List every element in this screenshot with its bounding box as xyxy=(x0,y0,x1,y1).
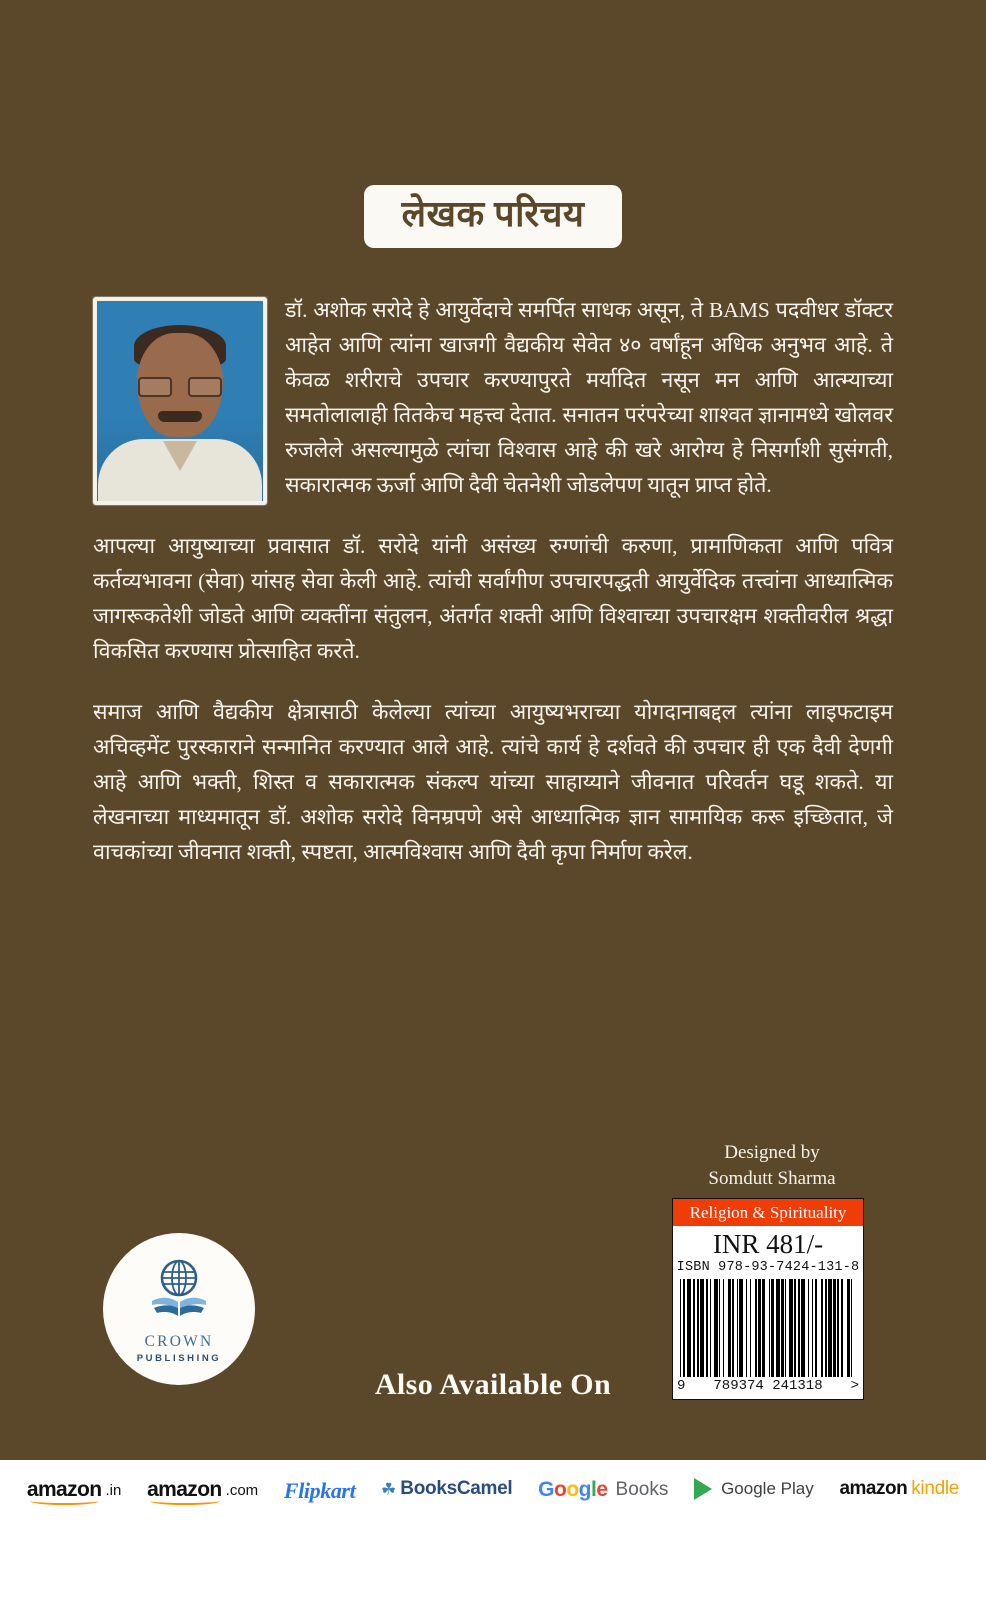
play-triangle-icon xyxy=(694,1478,712,1500)
google-books-label: Books xyxy=(615,1479,669,1500)
google-wordmark xyxy=(538,1478,607,1502)
heading-container xyxy=(0,185,986,248)
google-letter-g2: g xyxy=(578,1478,591,1501)
google-letter-e: e xyxy=(596,1478,608,1501)
google-letter-o1: o xyxy=(554,1478,567,1501)
author-photo xyxy=(93,297,267,505)
barcode-bars xyxy=(680,1279,856,1377)
price-label: INR 481/- xyxy=(712,1229,824,1259)
retailer-bookscamel[interactable] xyxy=(381,1478,512,1500)
globe-icon xyxy=(151,1258,207,1329)
flipkart-wordmark: Flipkart xyxy=(283,1478,356,1503)
designed-by-label: Designed by xyxy=(724,1142,820,1163)
author-bio-section xyxy=(93,293,893,870)
publisher-name: CROWN xyxy=(144,1333,214,1350)
retailer-amazon-com[interactable] xyxy=(147,1478,258,1502)
barcode-digit-left: 9 xyxy=(677,1378,686,1394)
bio-paragraph-2: आपल्या आयुष्याच्या प्रवासात डॉ. सरोदे यांनी असंख्य रुग्णांची करुणा, प्रामाणिकता आणि पवित्र कर्तव्यभावना (सेवा) यांसह सेवा केली आहे. त्यांची सर्वांगीण उपचारपद्धती आयुर्वेदिक तत्त्वांना आध्यात्मिक जागरूकतेशी जोडते आणि व्यक्तींना संतुलन, अंतर्गत शक्ती आणि विश्वाच्या उपचारक्षम शक्तीवरील श्रद्धा विकसित करण्यास प्रोत्साहित करते. xyxy=(93,534,893,663)
bio-paragraph-3: समाज आणि वैद्यकीय क्षेत्रासाठी केलेल्या त्यांच्या आयुष्यभराच्या योगदानाबद्दल त्यांना लाइफटाइम अचिव्हमेंट पुरस्काराने सन्मानित करण्यात आले आहे. त्यांचे कार्य हे दर्शवते की उपचार ही एक दैवी देणगी आहे आणि भक्ती, शिस्त व सकारात्मक संकल्प यांच्या साहाय्याने जीवनात परिवर्तन घडू शकते. या लेखनाच्या माध्यमातून डॉ. अशोक सरोदे विनम्रपणे असे आध्यात्मिक ज्ञान सामायिक करू इच्छितात, जे वाचकांच्या जीवनात शक्ती, स्पष्टता, आत्मविश्वास आणि दैवी कृपा निर्माण करेल. xyxy=(93,700,893,864)
amazon-in-tld: .in xyxy=(105,1481,122,1499)
publisher-logo xyxy=(103,1233,255,1385)
camel-icon: ☘ xyxy=(381,1479,397,1499)
barcode-digit-center: 789374 241318 xyxy=(713,1378,823,1394)
retailer-amazon-in[interactable] xyxy=(27,1478,121,1502)
portrait-glasses xyxy=(138,377,222,393)
page-title: लेखक परिचय xyxy=(401,194,585,234)
retailer-google-books[interactable] xyxy=(538,1478,668,1502)
google-letter-o2: o xyxy=(566,1478,579,1501)
also-available-heading: Also Available On xyxy=(374,1368,612,1401)
portrait-mustache xyxy=(158,411,202,422)
retailer-flipkart[interactable] xyxy=(284,1478,355,1504)
author-photo-image xyxy=(97,301,263,501)
publisher-subtitle: PUBLISHING xyxy=(136,1353,222,1364)
kindle-label: kindle xyxy=(911,1478,960,1499)
isbn-label: ISBN 978-93-7424-131-8 xyxy=(676,1260,860,1275)
amazon-kindle-wordmark: amazon xyxy=(839,1478,908,1499)
portrait-collar xyxy=(163,441,197,471)
google-play-label: Google Play xyxy=(721,1479,814,1498)
bio-paragraph-1: डॉ. अशोक सरोदे हे आयुर्वेदाचे समर्पित साधक असून, ते BAMS पदवीधर डॉक्टर आहेत आणि त्यांना खाजगी वैद्यकीय सेवेत ४० वर्षांहून अधिक अनुभव आहे. ते केवळ शरीराचे उपचार करण्यापुरते मर्यादित नसून मन आणि आत्म्याच्या समतोलालाही तितकेच महत्त्व देतात. सनातन परंपरेच्या शाश्वत ज्ञानामध्ये खोलवर रुजलेले असल्यामुळे त्यांचा विश्वास आहे की खरे आरोग्य हे निसर्गाशी सुसंगती, सकारात्मक ऊर्जा आणि दैवी चेतनेशी जोडलेपण यातून प्राप्त होते. xyxy=(285,298,893,497)
bookscamel-wordmark: BooksCamel xyxy=(400,1478,513,1499)
amazon-com-tld: .com xyxy=(225,1481,259,1499)
barcode-digit-right: > xyxy=(850,1378,859,1394)
designed-by-credit xyxy=(668,1140,876,1192)
retailer-bar xyxy=(0,1460,986,1600)
author-intro-badge xyxy=(364,185,622,248)
retailer-google-play[interactable] xyxy=(694,1478,814,1500)
amazon-wordmark: amazon xyxy=(26,1478,102,1501)
google-letter-l: l xyxy=(590,1478,597,1501)
genre-badge: Religion & Spirituality xyxy=(673,1199,863,1226)
amazon-wordmark: amazon xyxy=(147,1478,222,1501)
google-letter-g: G xyxy=(538,1478,554,1501)
designer-name: Somdutt Sharma xyxy=(708,1168,836,1189)
retailer-amazon-kindle[interactable] xyxy=(839,1478,959,1500)
